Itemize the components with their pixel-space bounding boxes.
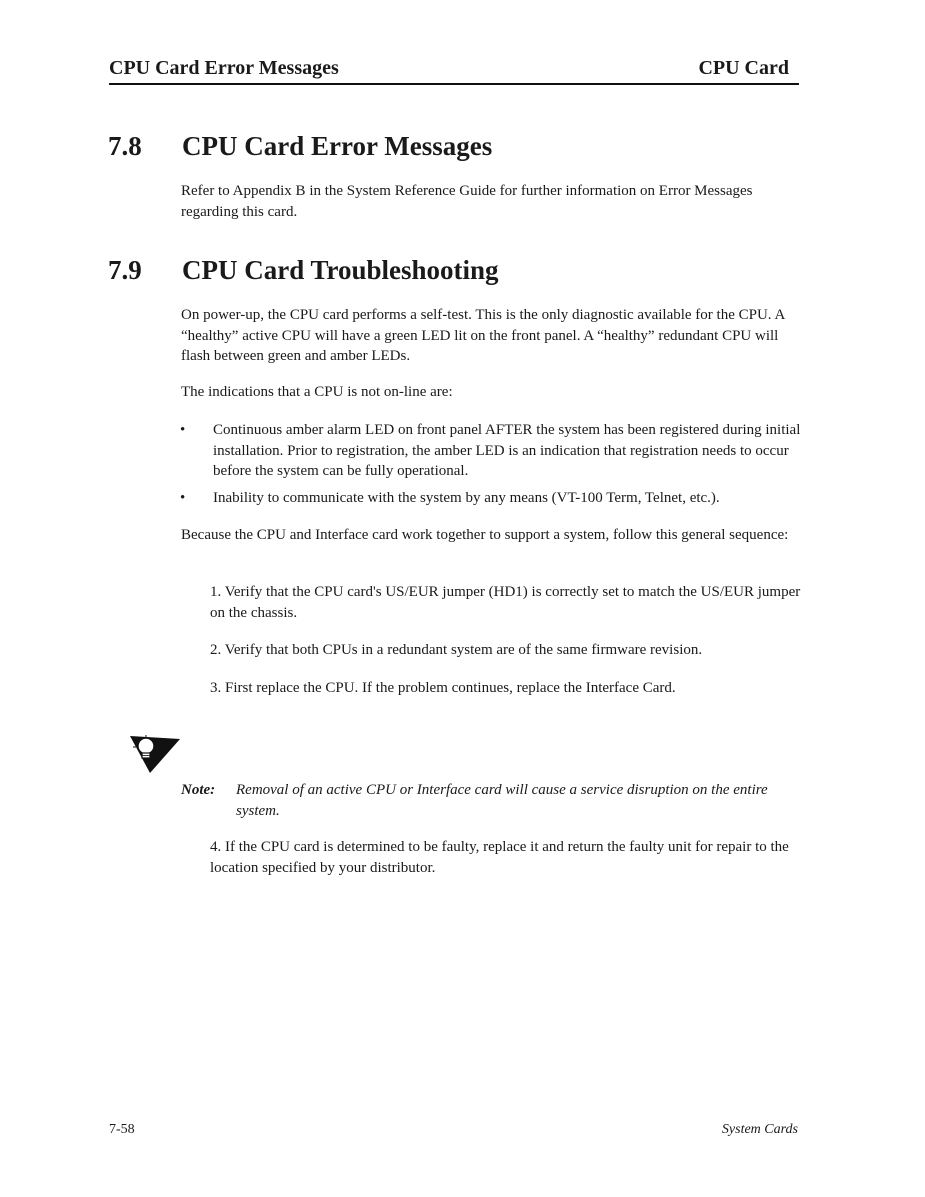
sequence-step: 2. Verify that both CPUs in a redundant system are of the same firmware revision. — [210, 642, 703, 658]
header-rule — [109, 83, 799, 85]
bullet-marker: • — [180, 490, 186, 506]
footer-chapter: System Cards — [721, 1122, 798, 1137]
section-7-9-title: CPU Card Troubleshooting — [182, 255, 499, 285]
troubleshooting-intro: On power-up, the CPU card performs a self-test. This is the only diagnostic available for the CPU. A “healthy” active CPU will have a green LED lit on the front panel. A “healthy” redundant CPU will flash between green and amber LEDs. — [181, 307, 785, 364]
bullet-item: Inability to communicate with the system by any means (VT-100 Term, Telnet, etc.). — [213, 490, 720, 506]
bullet-item: Continuous amber alarm LED on front panel AFTER the system has been registered during initial installation. Prior to registration, the amber LED is an indication that registration needs to occur before the system can be fully operational. — [213, 422, 801, 479]
sequence-step: 4. If the CPU card is determined to be faulty, replace it and return the faulty unit for repair to the location specified by your distributor. — [210, 839, 789, 876]
bullet-marker: • — [180, 422, 186, 438]
section-7-8-number: 7.8 — [108, 131, 142, 161]
sequence-step: 1. Verify that the CPU card's US/EUR jumper (HD1) is correctly set to match the US/EUR jumper on the chassis. — [210, 584, 801, 621]
running-header-chapter: CPU Card — [698, 57, 789, 79]
sequence-step: 3. First replace the CPU. If the problem continues, replace the Interface Card. — [210, 680, 676, 696]
lightbulb-pennant-icon — [128, 733, 182, 775]
section-7-9-number: 7.9 — [108, 255, 142, 285]
running-header-title: CPU Card Error Messages — [109, 57, 339, 79]
section-7-8-body: Refer to Appendix B in the System Reference Guide for further information on Error Messages regarding this card. — [181, 183, 753, 220]
note-text: Removal of an active CPU or Interface card will cause a service disruption on the entire system. — [236, 782, 768, 819]
note-label: Note: — [181, 782, 216, 798]
sequence-lead: Because the CPU and Interface card work together to support a system, follow this general sequence: — [181, 527, 789, 543]
indications-lead: The indications that a CPU is not on-line are: — [181, 384, 453, 400]
section-7-8-title: CPU Card Error Messages — [182, 131, 493, 161]
page-number: 7-58 — [109, 1122, 135, 1137]
